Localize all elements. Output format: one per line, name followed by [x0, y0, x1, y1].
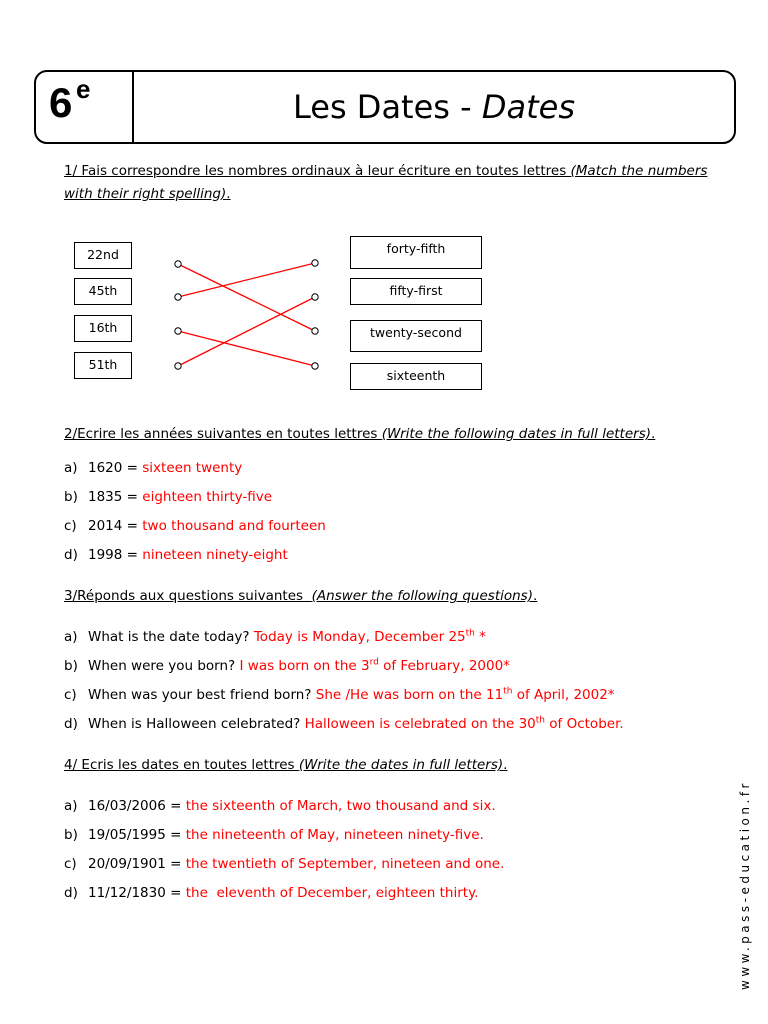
- number-label: 51th: [88, 357, 118, 372]
- question-4-translation: (Write the dates in full letters): [298, 757, 504, 773]
- connector-dot: [175, 328, 181, 334]
- word-label: sixteenth: [386, 368, 446, 383]
- title-italic: Dates: [481, 88, 575, 126]
- grade-number: 6: [49, 79, 73, 126]
- item-letter: a): [64, 460, 78, 476]
- question-2-heading: [64, 423, 724, 446]
- answer-tail: *: [474, 629, 486, 645]
- item-letter: c): [64, 518, 77, 534]
- item-prompt: When were you born?: [88, 658, 240, 674]
- item-answer: the eleventh of December, eighteen thirty.: [185, 885, 479, 901]
- match-line: [178, 297, 315, 366]
- item-answer: nineteen ninety-eight: [142, 547, 288, 563]
- item-answer: [240, 658, 510, 674]
- list-item: [64, 854, 504, 874]
- word-label: fifty-first: [389, 283, 443, 298]
- match-line: [178, 263, 315, 297]
- item-letter: b): [64, 827, 78, 843]
- connector-dot: [312, 260, 318, 266]
- item-prompt: When was your best friend born?: [88, 687, 316, 703]
- connector-dot: [175, 294, 181, 300]
- item-prompt: 11/12/1830 =: [88, 885, 186, 901]
- question-2-translation: (Write the following dates in full letters): [381, 426, 652, 442]
- question-4-period: .: [503, 757, 508, 773]
- word-label: forty-fifth: [386, 241, 446, 256]
- item-answer: the nineteenth of May, nineteen ninety-five.: [185, 827, 484, 843]
- question-1-translation: (Match the numbers with their right spelling): [64, 163, 708, 202]
- watermark-url: www.pass-education.fr: [738, 780, 752, 990]
- list-item: [64, 825, 484, 845]
- question-4-text: 4/ Ecris les dates en toutes lettres: [64, 757, 299, 773]
- item-answer: the sixteenth of March, two thousand and six.: [185, 798, 496, 814]
- item-prompt: 1620 =: [88, 460, 143, 476]
- item-letter: d): [64, 885, 78, 901]
- connector-dot: [175, 363, 181, 369]
- item-answer: two thousand and fourteen: [142, 518, 326, 534]
- grade-superscript: e: [76, 74, 91, 104]
- answer-text: Today is Monday, December 25: [253, 629, 466, 645]
- connector-dot: [312, 363, 318, 369]
- question-3-text: 3/Réponds aux questions suivantes: [64, 588, 312, 604]
- question-2-period: .: [651, 426, 656, 442]
- connector-dot: [312, 328, 318, 334]
- answer-tail: of October.: [545, 716, 624, 732]
- item-prompt: 2014 =: [88, 518, 143, 534]
- item-letter: d): [64, 716, 78, 732]
- match-line: [178, 331, 315, 366]
- list-item: [64, 545, 288, 565]
- answer-text: I was born on the 3: [239, 658, 370, 674]
- list-item: [64, 487, 272, 507]
- item-letter: b): [64, 658, 78, 674]
- list-item: [64, 516, 326, 536]
- number-label: 22nd: [87, 247, 119, 262]
- item-prompt: 1835 =: [88, 489, 143, 505]
- item-letter: b): [64, 489, 78, 505]
- list-item: [64, 627, 486, 647]
- item-letter: a): [64, 629, 78, 645]
- question-3-translation: (Answer the following questions): [311, 588, 533, 604]
- item-letter: d): [64, 547, 78, 563]
- answer-tail: of April, 2002*: [512, 687, 615, 703]
- list-item: [64, 714, 624, 734]
- question-4-heading: [64, 754, 724, 777]
- match-line: [178, 264, 315, 331]
- number-label: 45th: [88, 283, 118, 298]
- item-letter: a): [64, 798, 78, 814]
- question-3-heading: [64, 585, 724, 608]
- list-item: [64, 796, 496, 816]
- item-prompt: 20/09/1901 =: [88, 856, 186, 872]
- item-letter: c): [64, 856, 77, 872]
- list-item: [64, 685, 615, 705]
- item-answer: eighteen thirty-five: [142, 489, 273, 505]
- question-3-period: .: [532, 588, 538, 604]
- item-prompt: What is the date today?: [88, 629, 254, 645]
- item-letter: c): [64, 687, 77, 703]
- answer-tail: of February, 2000*: [378, 658, 510, 674]
- ordinal-suffix: rd: [369, 657, 379, 668]
- connector-dot: [312, 294, 318, 300]
- question-1-period: .: [226, 186, 231, 202]
- item-answer: [305, 716, 624, 732]
- connector-dot: [175, 261, 181, 267]
- answer-text: She /He was born on the 11: [315, 687, 504, 703]
- item-prompt: 1998 =: [88, 547, 143, 563]
- item-answer: [316, 687, 615, 703]
- ordinal-suffix: th: [503, 686, 513, 697]
- answer-text: Halloween is celebrated on the 30: [304, 716, 536, 732]
- item-prompt: When is Halloween celebrated?: [88, 716, 305, 732]
- ordinal-suffix: th: [535, 715, 545, 726]
- ordinal-suffix: th: [465, 628, 475, 639]
- number-label: 16th: [88, 320, 118, 335]
- item-answer: [254, 629, 486, 645]
- question-2-text: 2/Ecrire les années suivantes en toutes lettres: [64, 426, 382, 442]
- word-label: twenty-second: [370, 325, 462, 340]
- list-item: [64, 656, 510, 676]
- list-item: [64, 458, 242, 478]
- question-1-text: 1/ Fais correspondre les nombres ordinaux à leur écriture en toutes lettres: [64, 163, 571, 179]
- item-answer: the twentieth of September, nineteen and one.: [185, 856, 505, 872]
- item-answer: sixteen twenty: [142, 460, 243, 476]
- item-prompt: 19/05/1995 =: [88, 827, 186, 843]
- title-regular: Les Dates -: [293, 88, 482, 126]
- list-item: [64, 883, 478, 903]
- item-prompt: 16/03/2006 =: [88, 798, 186, 814]
